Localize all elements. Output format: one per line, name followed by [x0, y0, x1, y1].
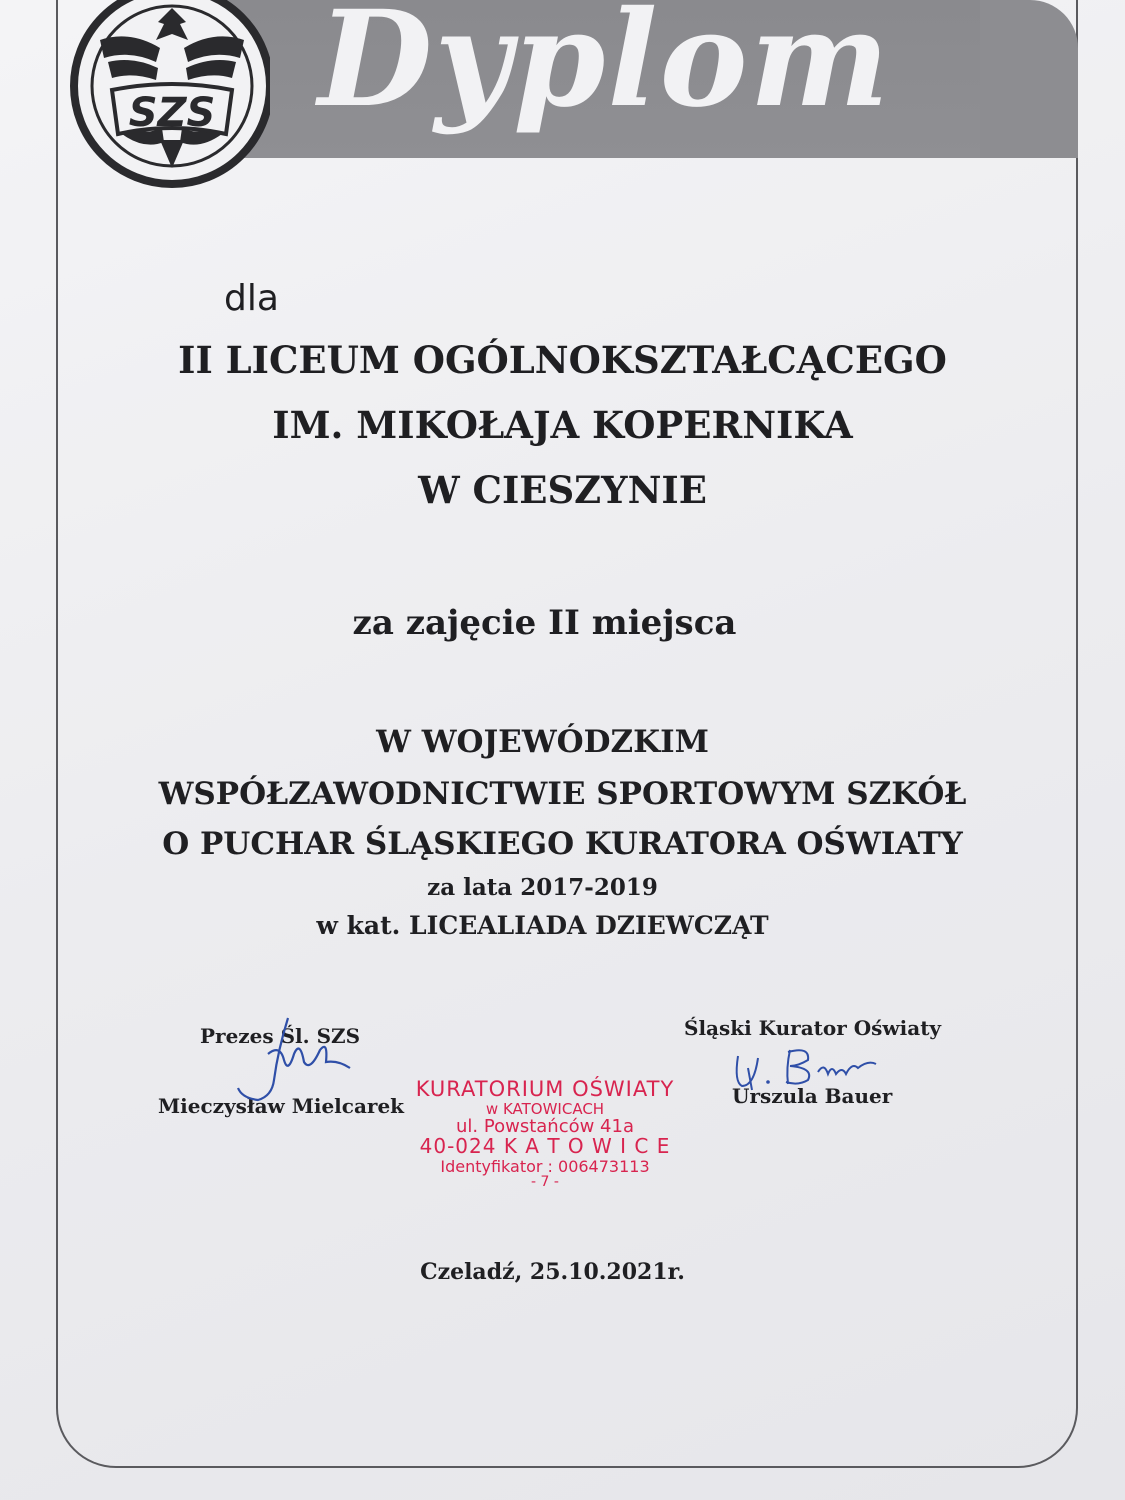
competition-years: za lata 2017-2019 [427, 874, 658, 901]
right-signatory-name: Urszula Bauer [732, 1084, 893, 1108]
stamp-line-5: Identyfikator : 006473113 [440, 1156, 650, 1176]
stamp-line-2: w KATOWICACH [485, 1099, 605, 1118]
recipient-line-3: W CIESZYNIE [418, 468, 707, 512]
left-signatory-name: Mieczysław Mielcarek [158, 1094, 405, 1118]
recipient-line-1: II LICEUM OGÓLNOKSZTAŁCĄCEGO [178, 338, 947, 382]
stamp-line-6: - 7 - [531, 1174, 559, 1191]
competition-line-1: W WOJEWÓDZKIM [376, 724, 709, 760]
competition-line-2: WSPÓŁZAWODNICTWIE SPORTOWYM SZKÓŁ [158, 776, 967, 812]
competition-line-3: O PUCHAR ŚLĄSKIEGO KURATORA OŚWIATY [162, 826, 963, 862]
dla-label: dla [224, 278, 279, 319]
left-signatory-title: Prezes Śl. SZS [200, 1024, 361, 1048]
szs-logo [60, 0, 270, 190]
place-and-date: Czeladź, 25.10.2021r. [420, 1259, 685, 1285]
official-stamp [380, 1078, 710, 1190]
logo-text: SZS [128, 90, 216, 136]
stamp-line-1: KURATORIUM OŚWIATY [415, 1077, 675, 1101]
header-band-corner [980, 0, 1078, 158]
right-signatory-title: Śląski Kurator Oświaty [684, 1016, 942, 1040]
right-handwritten-signature [728, 1038, 888, 1098]
recipient-line-2: IM. MIKOŁAJA KOPERNIKA [272, 403, 853, 447]
stamp-line-4: 40-024 K A T O W I C E [419, 1134, 671, 1159]
competition-category: w kat. LICEALIADA DZIEWCZĄT [316, 911, 769, 940]
stamp-line-3: ul. Powstańców 41a [456, 1115, 634, 1137]
left-handwritten-signature [228, 1010, 358, 1110]
place-statement: za zajęcie II miejsca [352, 603, 737, 643]
diploma-title: Dyplom [318, 0, 892, 137]
